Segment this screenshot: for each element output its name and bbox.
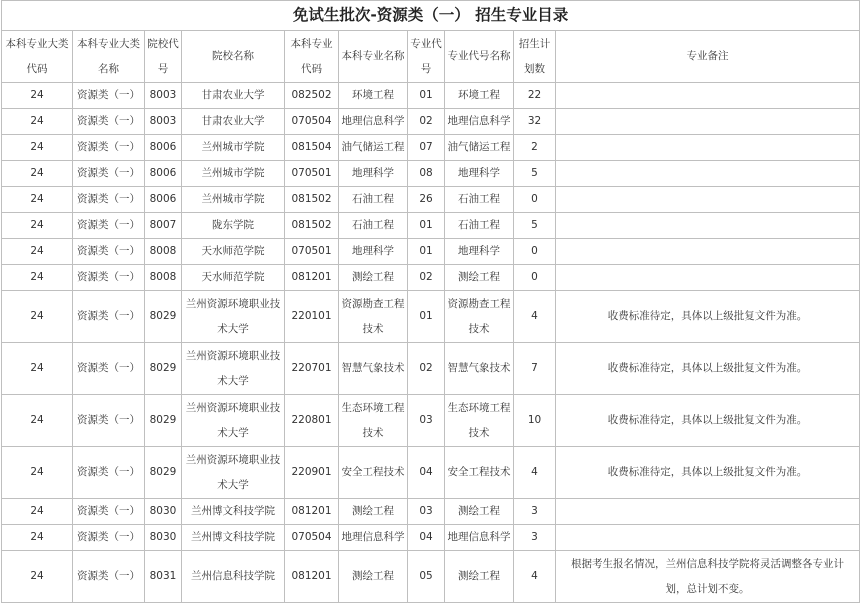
cell-line: 术大学 bbox=[217, 374, 249, 387]
cell-line: 环境工程 bbox=[458, 89, 500, 101]
cell-program-name bbox=[445, 291, 514, 343]
cell-program-name bbox=[445, 83, 514, 109]
cell-plan-count: 22 bbox=[514, 83, 556, 109]
cell-plan-count: 4 bbox=[514, 551, 556, 603]
cell-line: 生态环境工程 bbox=[447, 401, 511, 414]
cell-line: 根据考生报名情况，兰州信息科技学院将灵活调整各专业计 bbox=[571, 557, 845, 570]
cell-major-name bbox=[339, 239, 408, 265]
column-header-4 bbox=[182, 31, 285, 83]
cell-program-name bbox=[445, 239, 514, 265]
cell-category-name: 资源类（一） bbox=[73, 395, 145, 447]
cell-school-code: 8029 bbox=[145, 395, 182, 447]
cell-plan-count: 3 bbox=[514, 499, 556, 525]
cell-remarks bbox=[556, 525, 860, 551]
cell-category-name: 资源类（一） bbox=[73, 551, 145, 603]
cell-school-name bbox=[182, 161, 285, 187]
cell-line: 测绘工程 bbox=[352, 570, 394, 582]
cell-line: 地理信息科学 bbox=[341, 531, 405, 543]
cell-category-name: 资源类（一） bbox=[73, 83, 145, 109]
cell-program-code: 03 bbox=[408, 395, 445, 447]
cell-line: 安全工程技术 bbox=[447, 466, 511, 478]
cell-plan-count: 0 bbox=[514, 239, 556, 265]
cell-line: 天水师范学院 bbox=[201, 271, 265, 283]
column-header-line: 代码 bbox=[26, 62, 48, 75]
cell-major-name bbox=[339, 265, 408, 291]
cell-major-code: 070501 bbox=[285, 239, 339, 265]
cell-program-code: 05 bbox=[408, 551, 445, 603]
cell-major-name bbox=[339, 291, 408, 343]
cell-line: 兰州资源环境职业技 bbox=[185, 349, 281, 362]
cell-category-code: 24 bbox=[2, 525, 73, 551]
cell-program-name bbox=[445, 447, 514, 499]
cell-plan-count: 32 bbox=[514, 109, 556, 135]
cell-major-code: 220701 bbox=[285, 343, 339, 395]
cell-school-name bbox=[182, 525, 285, 551]
cell-school-name bbox=[182, 395, 285, 447]
cell-program-name bbox=[445, 187, 514, 213]
column-header-10 bbox=[556, 31, 860, 83]
cell-program-code: 08 bbox=[408, 161, 445, 187]
cell-school-code: 8030 bbox=[145, 525, 182, 551]
cell-line: 兰州博文科技学院 bbox=[191, 505, 275, 517]
cell-program-code: 01 bbox=[408, 291, 445, 343]
cell-plan-count: 4 bbox=[514, 447, 556, 499]
cell-major-name bbox=[339, 83, 408, 109]
cell-category-code: 24 bbox=[2, 161, 73, 187]
cell-line: 生态环境工程 bbox=[341, 401, 405, 414]
cell-program-name bbox=[445, 109, 514, 135]
cell-school-name bbox=[182, 499, 285, 525]
table-row bbox=[2, 239, 860, 265]
cell-program-code: 26 bbox=[408, 187, 445, 213]
cell-line: 收费标准待定，具体以上级批复文件为准。 bbox=[607, 466, 808, 478]
column-header-line: 招生计 bbox=[518, 37, 551, 50]
column-header-line: 本科专业 bbox=[290, 37, 333, 50]
cell-line: 地理信息科学 bbox=[341, 115, 405, 127]
cell-school-code: 8006 bbox=[145, 135, 182, 161]
cell-school-code: 8003 bbox=[145, 83, 182, 109]
cell-major-name bbox=[339, 447, 408, 499]
cell-plan-count: 4 bbox=[514, 291, 556, 343]
cell-remarks bbox=[556, 213, 860, 239]
cell-category-name: 资源类（一） bbox=[73, 499, 145, 525]
column-header-line: 划数 bbox=[524, 62, 545, 75]
cell-school-name bbox=[182, 213, 285, 239]
cell-program-code: 07 bbox=[408, 135, 445, 161]
cell-major-name bbox=[339, 525, 408, 551]
cell-line: 兰州博文科技学院 bbox=[191, 531, 275, 543]
cell-major-name bbox=[339, 109, 408, 135]
cell-line: 测绘工程 bbox=[352, 505, 394, 517]
cell-category-code: 24 bbox=[2, 135, 73, 161]
cell-remarks bbox=[556, 343, 860, 395]
cell-line: 地理科学 bbox=[458, 167, 500, 179]
cell-program-name bbox=[445, 213, 514, 239]
cell-school-code: 8008 bbox=[145, 265, 182, 291]
cell-category-code: 24 bbox=[2, 109, 73, 135]
cell-program-code: 03 bbox=[408, 499, 445, 525]
cell-line: 环境工程 bbox=[352, 89, 394, 101]
column-header-line: 专业代 bbox=[410, 37, 442, 50]
cell-remarks bbox=[556, 83, 860, 109]
cell-school-name bbox=[182, 83, 285, 109]
column-header-line: 代码 bbox=[301, 62, 322, 75]
cell-school-name bbox=[182, 265, 285, 291]
cell-line: 兰州资源环境职业技 bbox=[185, 297, 281, 310]
column-header-5 bbox=[285, 31, 339, 83]
cell-program-code: 04 bbox=[408, 447, 445, 499]
column-header-line: 专业备注 bbox=[686, 50, 729, 62]
cell-line: 地理信息科学 bbox=[447, 531, 511, 543]
cell-category-code: 24 bbox=[2, 395, 73, 447]
cell-line: 兰州城市学院 bbox=[201, 193, 265, 205]
cell-category-code: 24 bbox=[2, 551, 73, 603]
table-row bbox=[2, 447, 860, 499]
page-title: 免试生批次-资源类（一） 招生专业目录 bbox=[2, 1, 860, 31]
column-header-line: 名称 bbox=[98, 62, 119, 75]
cell-line: 收费标准待定，具体以上级批复文件为准。 bbox=[607, 414, 808, 426]
cell-line: 油气储运工程 bbox=[341, 141, 405, 153]
cell-major-code: 220101 bbox=[285, 291, 339, 343]
cell-major-code: 081201 bbox=[285, 499, 339, 525]
cell-major-name bbox=[339, 343, 408, 395]
cell-line: 甘肃农业大学 bbox=[201, 115, 265, 127]
cell-category-name: 资源类（一） bbox=[73, 447, 145, 499]
table-row bbox=[2, 343, 860, 395]
admission-catalog bbox=[1, 0, 860, 603]
column-header-line: 号 bbox=[157, 62, 169, 75]
column-header-9 bbox=[514, 31, 556, 83]
cell-category-name: 资源类（一） bbox=[73, 343, 145, 395]
column-header-3 bbox=[145, 31, 182, 83]
catalog-table bbox=[1, 0, 860, 603]
cell-remarks bbox=[556, 499, 860, 525]
column-header-line: 本科专业大类 bbox=[5, 37, 69, 50]
cell-line: 天水师范学院 bbox=[201, 245, 265, 257]
cell-line: 石油工程 bbox=[352, 193, 394, 205]
cell-school-code: 8029 bbox=[145, 447, 182, 499]
cell-line: 技术 bbox=[468, 322, 490, 335]
cell-remarks bbox=[556, 447, 860, 499]
cell-line: 测绘工程 bbox=[458, 271, 500, 283]
cell-major-code: 070504 bbox=[285, 109, 339, 135]
table-row bbox=[2, 525, 860, 551]
cell-program-name bbox=[445, 343, 514, 395]
cell-program-code: 01 bbox=[408, 213, 445, 239]
cell-program-name bbox=[445, 395, 514, 447]
cell-line: 地理科学 bbox=[352, 245, 394, 257]
cell-school-code: 8006 bbox=[145, 187, 182, 213]
column-header-7 bbox=[408, 31, 445, 83]
cell-school-name bbox=[182, 239, 285, 265]
cell-major-name bbox=[339, 499, 408, 525]
cell-major-name bbox=[339, 395, 408, 447]
cell-program-name bbox=[445, 525, 514, 551]
cell-line: 技术 bbox=[468, 426, 490, 439]
cell-school-name bbox=[182, 187, 285, 213]
cell-school-code: 8029 bbox=[145, 291, 182, 343]
cell-school-name bbox=[182, 109, 285, 135]
cell-major-code: 220901 bbox=[285, 447, 339, 499]
cell-line: 甘肃农业大学 bbox=[201, 89, 265, 101]
cell-program-name bbox=[445, 551, 514, 603]
cell-line: 测绘工程 bbox=[352, 271, 394, 283]
cell-school-code: 8006 bbox=[145, 161, 182, 187]
cell-category-name: 资源类（一） bbox=[73, 187, 145, 213]
cell-school-name bbox=[182, 291, 285, 343]
cell-remarks bbox=[556, 109, 860, 135]
cell-line: 收费标准待定，具体以上级批复文件为准。 bbox=[607, 310, 808, 322]
cell-major-code: 220801 bbox=[285, 395, 339, 447]
cell-line: 测绘工程 bbox=[458, 570, 500, 582]
cell-category-name: 资源类（一） bbox=[73, 109, 145, 135]
column-header-line: 院校名称 bbox=[212, 50, 254, 62]
cell-line: 油气储运工程 bbox=[447, 141, 511, 153]
cell-plan-count: 10 bbox=[514, 395, 556, 447]
cell-line: 划，总计划不变。 bbox=[665, 582, 750, 595]
cell-category-name: 资源类（一） bbox=[73, 135, 145, 161]
table-row bbox=[2, 213, 860, 239]
cell-line: 兰州城市学院 bbox=[201, 141, 265, 153]
cell-program-code: 02 bbox=[408, 343, 445, 395]
cell-plan-count: 3 bbox=[514, 525, 556, 551]
cell-plan-count: 0 bbox=[514, 265, 556, 291]
cell-school-code: 8003 bbox=[145, 109, 182, 135]
cell-line: 兰州城市学院 bbox=[201, 167, 265, 179]
table-row bbox=[2, 291, 860, 343]
cell-category-code: 24 bbox=[2, 265, 73, 291]
column-header-8 bbox=[445, 31, 514, 83]
cell-line: 陇东学院 bbox=[212, 219, 254, 231]
cell-school-name bbox=[182, 135, 285, 161]
cell-program-code: 02 bbox=[408, 265, 445, 291]
cell-line: 术大学 bbox=[217, 426, 249, 439]
table-row bbox=[2, 499, 860, 525]
cell-program-code: 02 bbox=[408, 109, 445, 135]
column-header-line: 院校代 bbox=[147, 37, 179, 50]
table-row bbox=[2, 83, 860, 109]
cell-major-code: 081504 bbox=[285, 135, 339, 161]
cell-line: 石油工程 bbox=[352, 219, 394, 231]
cell-plan-count: 5 bbox=[514, 161, 556, 187]
cell-remarks bbox=[556, 239, 860, 265]
cell-school-code: 8030 bbox=[145, 499, 182, 525]
cell-school-name bbox=[182, 343, 285, 395]
cell-remarks bbox=[556, 551, 860, 603]
column-header-line: 本科专业大类 bbox=[77, 37, 140, 50]
cell-category-code: 24 bbox=[2, 83, 73, 109]
cell-remarks bbox=[556, 291, 860, 343]
cell-program-code: 01 bbox=[408, 83, 445, 109]
cell-category-code: 24 bbox=[2, 291, 73, 343]
cell-line: 智慧气象技术 bbox=[341, 362, 405, 374]
cell-major-code: 081502 bbox=[285, 213, 339, 239]
cell-program-name bbox=[445, 499, 514, 525]
cell-program-code: 01 bbox=[408, 239, 445, 265]
table-row bbox=[2, 551, 860, 603]
cell-line: 地理信息科学 bbox=[447, 115, 511, 127]
column-header-6 bbox=[339, 31, 408, 83]
cell-category-name: 资源类（一） bbox=[73, 161, 145, 187]
cell-remarks bbox=[556, 395, 860, 447]
column-header-line: 专业代号名称 bbox=[447, 50, 511, 62]
column-header-line: 号 bbox=[420, 62, 432, 75]
table-row bbox=[2, 187, 860, 213]
cell-line: 资源勘查工程 bbox=[447, 297, 511, 310]
cell-program-code: 04 bbox=[408, 525, 445, 551]
cell-major-code: 070504 bbox=[285, 525, 339, 551]
cell-category-name: 资源类（一） bbox=[73, 213, 145, 239]
column-header-2 bbox=[73, 31, 145, 83]
table-row bbox=[2, 109, 860, 135]
cell-school-code: 8008 bbox=[145, 239, 182, 265]
cell-remarks bbox=[556, 187, 860, 213]
cell-plan-count: 5 bbox=[514, 213, 556, 239]
cell-line: 技术 bbox=[362, 322, 384, 335]
cell-plan-count: 2 bbox=[514, 135, 556, 161]
cell-line: 术大学 bbox=[217, 478, 249, 491]
cell-major-name bbox=[339, 135, 408, 161]
cell-category-code: 24 bbox=[2, 499, 73, 525]
cell-program-name bbox=[445, 161, 514, 187]
cell-major-code: 081201 bbox=[285, 265, 339, 291]
table-row bbox=[2, 395, 860, 447]
cell-line: 地理科学 bbox=[458, 245, 500, 257]
cell-plan-count: 0 bbox=[514, 187, 556, 213]
cell-program-name bbox=[445, 135, 514, 161]
cell-line: 地理科学 bbox=[352, 167, 394, 179]
cell-line: 兰州资源环境职业技 bbox=[185, 453, 281, 466]
cell-major-name bbox=[339, 551, 408, 603]
cell-major-code: 070501 bbox=[285, 161, 339, 187]
cell-line: 收费标准待定，具体以上级批复文件为准。 bbox=[607, 362, 808, 374]
cell-category-name: 资源类（一） bbox=[73, 291, 145, 343]
cell-category-name: 资源类（一） bbox=[73, 525, 145, 551]
cell-line: 智慧气象技术 bbox=[447, 362, 511, 374]
cell-category-code: 24 bbox=[2, 447, 73, 499]
cell-major-code: 082502 bbox=[285, 83, 339, 109]
table-row bbox=[2, 265, 860, 291]
table-row bbox=[2, 135, 860, 161]
cell-major-code: 081502 bbox=[285, 187, 339, 213]
cell-line: 安全工程技术 bbox=[341, 466, 405, 478]
table-body bbox=[2, 83, 860, 603]
cell-major-name bbox=[339, 187, 408, 213]
cell-category-code: 24 bbox=[2, 213, 73, 239]
header-row bbox=[2, 31, 860, 83]
cell-school-code: 8031 bbox=[145, 551, 182, 603]
cell-line: 资源勘查工程 bbox=[341, 297, 405, 310]
cell-line: 石油工程 bbox=[458, 219, 500, 231]
cell-program-name bbox=[445, 265, 514, 291]
cell-remarks bbox=[556, 161, 860, 187]
cell-school-name bbox=[182, 551, 285, 603]
column-header-1 bbox=[2, 31, 73, 83]
cell-plan-count: 7 bbox=[514, 343, 556, 395]
cell-category-name: 资源类（一） bbox=[73, 265, 145, 291]
cell-category-code: 24 bbox=[2, 343, 73, 395]
cell-major-name bbox=[339, 213, 408, 239]
cell-remarks bbox=[556, 265, 860, 291]
cell-line: 石油工程 bbox=[458, 193, 500, 205]
cell-line: 术大学 bbox=[217, 322, 249, 335]
cell-school-code: 8007 bbox=[145, 213, 182, 239]
cell-category-name: 资源类（一） bbox=[73, 239, 145, 265]
cell-major-name bbox=[339, 161, 408, 187]
cell-school-code: 8029 bbox=[145, 343, 182, 395]
cell-category-code: 24 bbox=[2, 239, 73, 265]
cell-line: 兰州资源环境职业技 bbox=[185, 401, 281, 414]
cell-line: 技术 bbox=[362, 426, 384, 439]
cell-major-code: 081201 bbox=[285, 551, 339, 603]
cell-line: 测绘工程 bbox=[458, 505, 500, 517]
table-row bbox=[2, 161, 860, 187]
cell-line: 兰州信息科技学院 bbox=[191, 570, 275, 582]
cell-remarks bbox=[556, 135, 860, 161]
cell-school-name bbox=[182, 447, 285, 499]
cell-category-code: 24 bbox=[2, 187, 73, 213]
column-header-line: 本科专业名称 bbox=[341, 50, 405, 62]
